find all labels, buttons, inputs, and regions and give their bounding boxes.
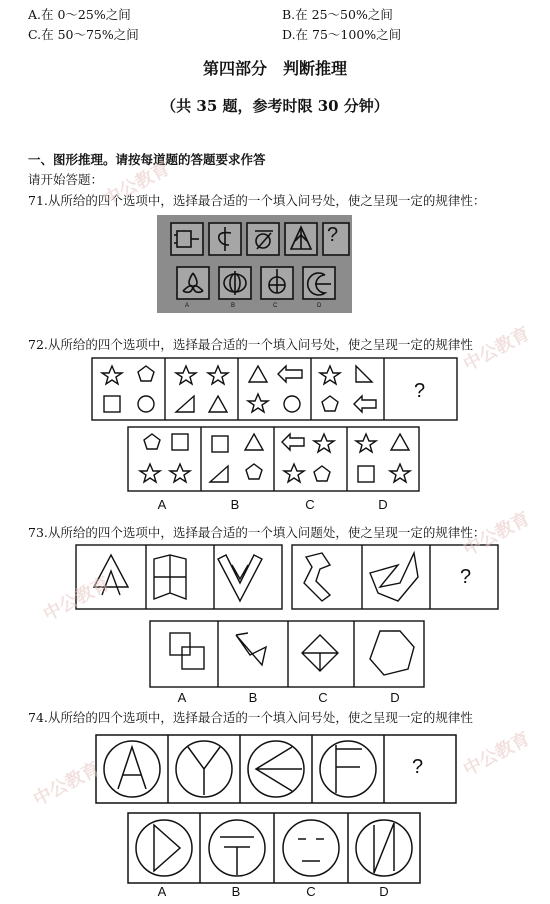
question-71-label-a: A bbox=[185, 303, 190, 309]
question-71-stem: 71.从所给的四个选项中，选择最合适的一个填入问号处，使之呈现一定的规律性： bbox=[28, 193, 486, 208]
question-71-figure bbox=[157, 215, 352, 313]
question-71-label-d: D bbox=[317, 303, 322, 309]
watermark-1: 中公教育 bbox=[99, 158, 173, 210]
time-limit-subtitle: （共 35 题，参考时限 30 分钟） bbox=[161, 97, 389, 115]
question-74-label-c: C bbox=[306, 884, 316, 899]
question-72-label-c: C bbox=[305, 497, 315, 512]
question-74-label-a: A bbox=[157, 884, 167, 899]
question-72-stem: 72.从所给的四个选项中，选择最合适的一个填入问号处，使之呈现一定的规律性 bbox=[28, 337, 473, 352]
question-73-qmark: ? bbox=[460, 566, 472, 588]
option-a-prev: A.在 0～25%之间 bbox=[28, 7, 131, 22]
question-71-drawing bbox=[157, 215, 352, 313]
question-73-label-a: A bbox=[177, 690, 187, 705]
question-74-qmark: ? bbox=[412, 756, 424, 778]
question-72-label-b: B bbox=[230, 497, 240, 512]
watermark-4: 中公教育 bbox=[459, 508, 533, 560]
question-73-label-b: B bbox=[248, 690, 258, 705]
question-73-label-d: D bbox=[390, 690, 400, 705]
start-instruction: 请开始答题： bbox=[28, 172, 104, 187]
watermark-2: 中公教育 bbox=[459, 323, 533, 375]
question-72-label-a: A bbox=[157, 497, 167, 512]
option-b-prev: B.在 25～50%之间 bbox=[282, 7, 393, 22]
part-title: 第四部分 判断推理 bbox=[202, 59, 347, 78]
option-d-prev: D.在 75～100%之间 bbox=[282, 27, 402, 42]
watermark-6: 中公教育 bbox=[459, 728, 533, 780]
question-73-stem: 73.从所给的四个选项中，选择最合适的一个填入问题处，使之呈现一定的规律性： bbox=[28, 525, 486, 540]
question-71-label-c: C bbox=[273, 303, 278, 309]
question-71-qmark: ? bbox=[327, 224, 339, 246]
question-72-figure bbox=[0, 356, 550, 496]
option-c-prev: C.在 50～75%之间 bbox=[28, 27, 139, 42]
question-72-qmark: ? bbox=[414, 380, 426, 402]
watermark-3: 中公教育 bbox=[39, 573, 113, 625]
question-72-label-d: D bbox=[378, 497, 388, 512]
section-heading: 一、图形推理。请按每道题的答题要求作答 bbox=[28, 152, 266, 167]
question-74-stem: 74.从所给的四个选项中，选择最合适的一个填入问号处，使之呈现一定的规律性 bbox=[28, 710, 473, 725]
question-74-label-d: D bbox=[379, 884, 389, 899]
question-73-label-c: C bbox=[318, 690, 328, 705]
question-74-label-b: B bbox=[231, 884, 241, 899]
watermark-5: 中公教育 bbox=[29, 758, 103, 810]
question-71-label-b: B bbox=[231, 303, 236, 309]
